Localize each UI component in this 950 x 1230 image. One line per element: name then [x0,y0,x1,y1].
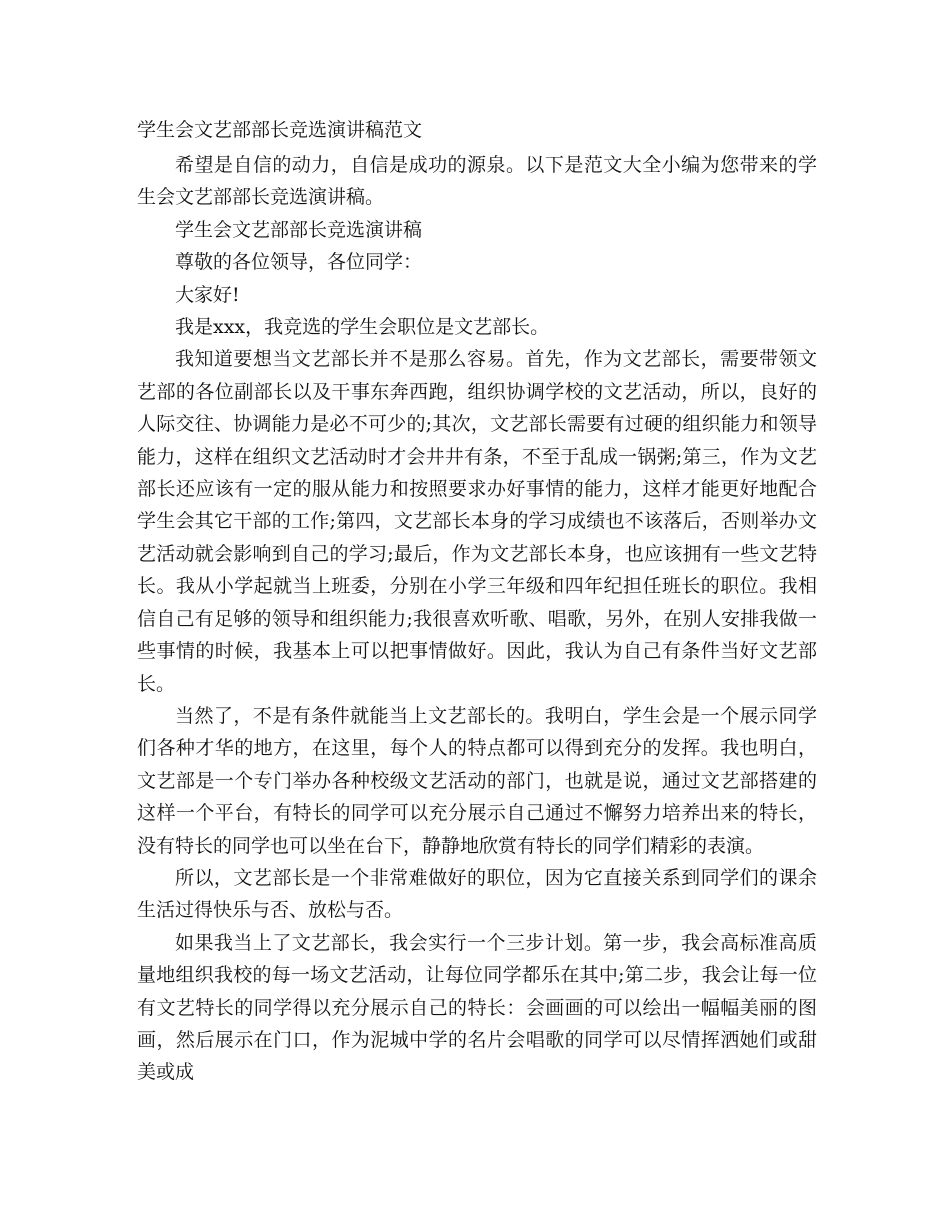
paragraph-importance: 所以，文艺部长是一个非常难做好的职位，因为它直接关系到同学们的课余生活过得快乐与否、放松与否。 [137,866,817,922]
paragraph-greeting: 大家好! [175,283,240,306]
paragraph-plan: 如果我当上了文艺部长，我会实行一个三步计划。第一步，我会高标准高质量地组织我校的每一场文艺活动，让每位同学都乐在其中;第二步，我会让每一位有文艺特长的同学得以充分展示自己的特长：会画画的可以绘出一幅幅美丽的图画，然后展示在门口，作为泥城中学的名片会唱歌的同学可以尽情挥洒她们或甜美或成 [137,931,817,1084]
paragraph-understanding: 当然了，不是有条件就能当上文艺部长的。我明白，学生会是一个展示同学们各种才华的地方，在这里，每个人的特点都可以得到充分的发挥。我也明白，文艺部是一个专门举办各种校级文艺活动的部门，也就是说，通过文艺部搭建的这样一个平台，有特长的同学可以充分展示自己通过不懈努力培养出来的特长，没有特长的同学也可以坐在台下，静静地欣赏有特长的同学们精彩的表演。 [137,704,817,857]
paragraph-subtitle: 学生会文艺部部长竞选演讲稿 [175,218,423,241]
paragraph-intro: 希望是自信的动力，自信是成功的源泉。以下是范文大全小编为您带来的学生会文艺部部长竞选演讲稿。 [137,154,817,209]
paragraph-self-introduction: 我是xxx，我竞选的学生会职位是文艺部长。 [175,316,550,339]
paragraph-qualifications: 我知道要想当文艺部长并不是那么容易。首先，作为文艺部长，需要带领文艺部的各位副部长以及干事东奔西跑，组织协调学校的文艺活动，所以，良好的人际交往、协调能力是必不可少的;其次，文艺部长需要有过硬的组织能力和领导能力，这样在组织文艺活动时才会井井有条，不至于乱成一锅粥;第三，作为文艺部长还应该有一定的服从能力和按照要求办好事情的能力，这样才能更好地配合学生会其它干部的工作;第四，文艺部长本身的学习成绩也不该落后，否则举办文艺活动就会影响到自己的学习;最后，作为文艺部长本身，也应该拥有一些文艺特长。我从小学起就当上班委，分别在小学三年级和四年纪担任班长的职位。我相信自己有足够的领导和组织能力;我很喜欢听歌、唱歌，另外，在别人安排我做一些事情的时候，我基本上可以把事情做好。因此，我认为自己有条件当好文艺部长。 [137,348,817,695]
document-title: 学生会文艺部部长竞选演讲稿范文 [137,119,423,141]
document-body [137,149,817,1089]
paragraph-salutation: 尊敬的各位领导，各位同学： [175,251,423,274]
